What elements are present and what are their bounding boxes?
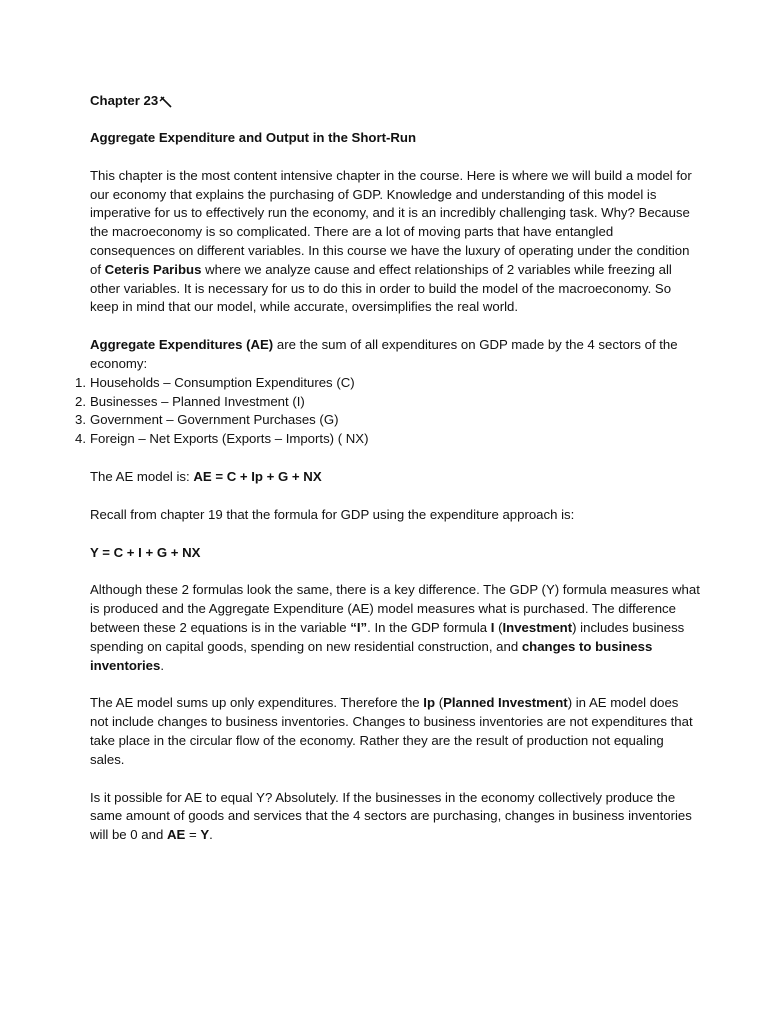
ae-symbol: AE [166,827,186,843]
variable-i-term: “I” [350,619,368,635]
difference-text: . In the GDP formula [367,619,491,635]
ae-definition-paragraph [90,336,700,374]
chapter-title: Chapter 23 [90,93,159,109]
difference-text: ) includes business spending on capital goods, spending on new residential construction, and [90,619,685,654]
equality-text: = [185,827,201,843]
difference-text: ( [494,619,503,635]
ae-sums-text: ) in AE model does not include changes to business inventories. Changes to business inventories are not expenditures that take place in the circular flow of the economy. Rather they are the result of production not equaling sales. [90,695,693,767]
recall-paragraph: Recall from chapter 19 that the formula for GDP using the expenditure approach is: [90,506,575,522]
ae-sums-paragraph [90,694,700,769]
list-number: 2. [75,393,86,409]
ae-formula: AE = C + Ip + G + NX [193,468,322,484]
intro-paragraph [90,167,700,317]
equality-text: . [209,827,213,843]
list-item [75,374,700,393]
section-subtitle: Aggregate Expenditure and Output in the Short-Run [90,130,417,145]
y-symbol: Y [200,827,210,843]
planned-investment-term: Planned Investment [443,695,568,711]
list-number: 1. [75,374,86,390]
cursor-icon [159,95,173,109]
list-item-text: Businesses – Planned Investment (I) [90,393,305,409]
intro-text-2: where we analyze cause and effect relationships of 2 variables while freezing all other variables. It is necessary for us to do this in order to build the model of the macroeconomy. So keep in mind that our model, while accurate, oversimplifies the real world. [90,261,672,315]
list-item [75,411,700,430]
difference-text: Although these 2 formulas look the same, there is a key difference. The GDP (Y) formula measures what is produced and the Aggregate Expenditure (AE) model measures what is purchased. The difference between these 2 equations is in the variable [90,582,700,635]
list-number: 4. [75,431,86,447]
document-page [75,92,700,845]
list-item [75,430,700,449]
ae-model-paragraph [90,468,700,487]
sectors-list [75,374,700,449]
list-item-text: Government – Government Purchases (G) [90,412,339,428]
inventories-term: changes to business inventories [90,638,653,673]
ceteris-paribus-term: Ceteris Paribus [104,261,202,277]
difference-paragraph [90,581,700,675]
investment-term: Investment [502,619,573,635]
i-term: I [490,619,495,635]
chapter-heading [90,92,700,111]
list-number: 3. [75,412,86,428]
equality-text: Is it possible for AE to equal Y? Absolutely. If the businesses in the economy collectively produce the same amount of goods and services that the 4 sectors are purchasing, changes in business inventories will be 0 and [90,789,692,843]
ae-term: Aggregate Expenditures (AE) [90,337,274,353]
ae-model-prefix: The AE model is: [90,468,194,484]
list-item-text: Foreign – Net Exports (Exports – Imports) ( NX) [90,431,369,447]
equality-paragraph [90,789,700,845]
gdp-formula: Y = C + I + G + NX [90,544,201,560]
ip-term: Ip [423,695,436,711]
intro-text-1: This chapter is the most content intensive chapter in the course. Here is where we will build a model for our economy that explains the purchasing of GDP. Knowledge and understanding of this model is imperative for us to effectively run the economy, and it is an incredibly challenging task. Why? Because the macroeconomy is so complicated. There are a lot of moving parts that have entangled consequences on different variables. In this course we have the luxury of operating under the condition of [90,167,692,277]
list-item [75,393,700,412]
ae-definition-text: are the sum of all expenditures on GDP made by the 4 sectors of the economy: [90,337,678,371]
ae-sums-text: ( [435,695,444,711]
ae-sums-text: The AE model sums up only expenditures. Therefore the [90,695,424,711]
difference-text: . [160,657,165,673]
list-item-text: Households – Consumption Expenditures (C) [90,374,355,390]
